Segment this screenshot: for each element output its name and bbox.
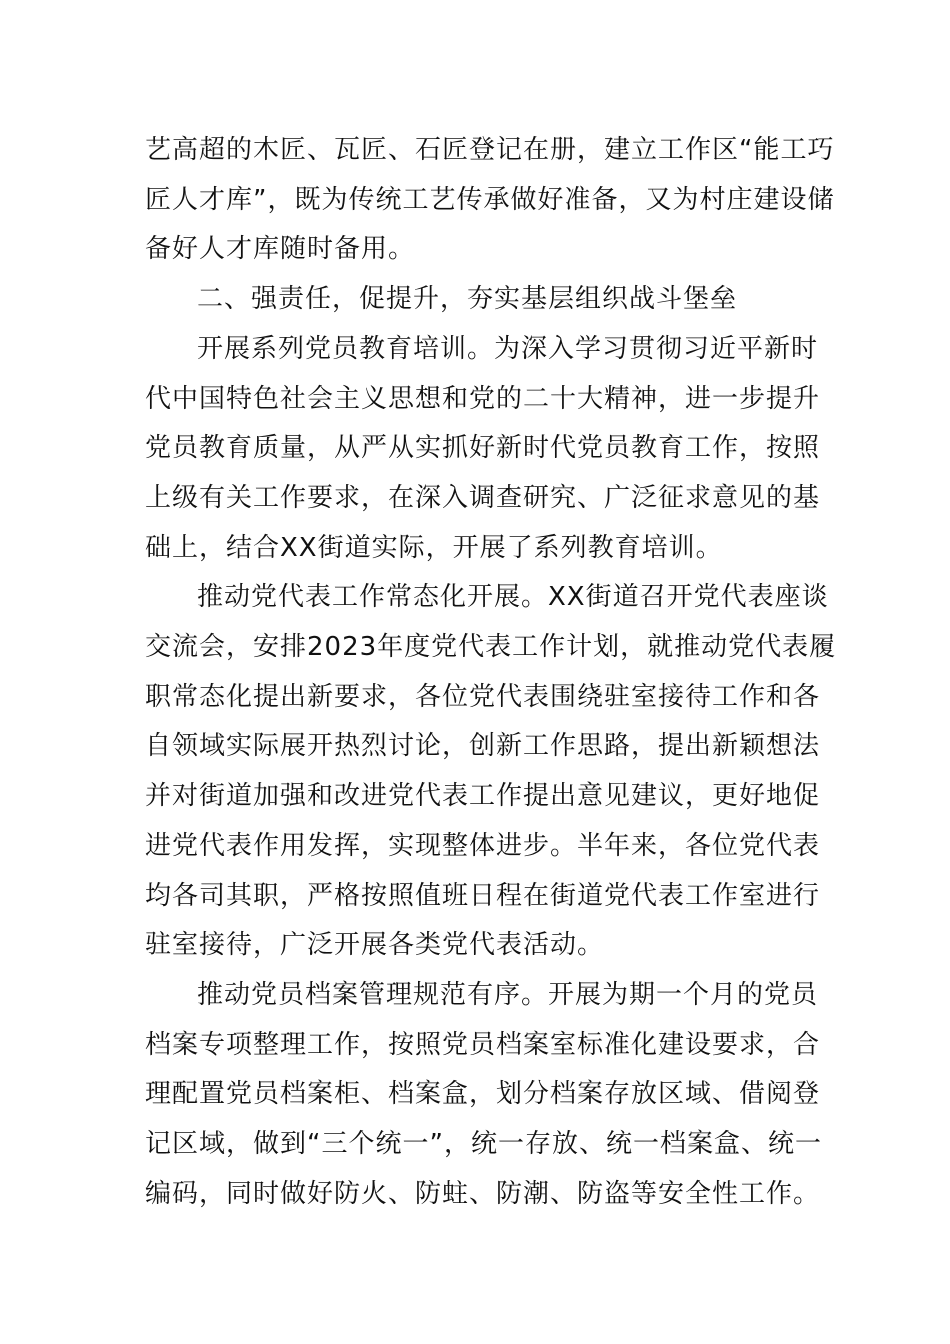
text-line: 自领域实际展开热烈讨论，创新工作思路，提出新颖想法 bbox=[145, 731, 821, 762]
paragraph-party-education bbox=[145, 325, 821, 574]
text-line: 艺高超的木匠、瓦匠、石匠登记在册，建立工作区“能工巧 bbox=[145, 135, 835, 165]
section-heading-text: 二、强责任，促提升，夯实基层组织战斗堡垒 bbox=[197, 284, 738, 315]
text-line: 驻室接待，广泛开展各类党代表活动。 bbox=[145, 930, 605, 961]
text-line: 代中国特色社会主义思想和党的二十大精神，进一步提升 bbox=[145, 383, 821, 414]
paragraph-member-archives bbox=[145, 971, 822, 1220]
text-line: 编码，同时做好防火、防蛀、防潮、防盗等安全性工作。 bbox=[145, 1178, 821, 1209]
text-line: 开展系列党员教育培训。为深入学习贯彻习近平新时 bbox=[197, 333, 819, 364]
text-line: 理配置党员档案柜、档案盒，划分档案存放区域、借阅登 bbox=[145, 1079, 821, 1110]
text-line: 记区域，做到“三个统一”，统一存放、统一档案盒、统一 bbox=[145, 1129, 822, 1160]
text-line: 上级有关工作要求，在深入调查研究、广泛征求意见的基 bbox=[145, 482, 821, 513]
text-line: 推动党代表工作常态化开展。XX街道召开党代表座谈 bbox=[197, 582, 829, 613]
text-line: 交流会，安排2023年度党代表工作计划，就推动党代表履 bbox=[145, 632, 837, 663]
text-line: 础上，结合XX街道实际，开展了系列教育培训。 bbox=[145, 532, 723, 563]
text-line: 职常态化提出新要求，各位党代表围绕驻室接待工作和各 bbox=[145, 681, 821, 712]
section-heading-2 bbox=[145, 275, 815, 325]
text-line: 备好人才库随时备用。 bbox=[145, 234, 416, 265]
paragraph-talent-registry bbox=[145, 126, 835, 275]
text-line: 推动党员档案管理规范有序。开展为期一个月的党员 bbox=[197, 979, 819, 1010]
text-line: 党员教育质量，从严从实抓好新时代党员教育工作，按照 bbox=[145, 433, 821, 464]
paragraph-party-representatives bbox=[145, 573, 837, 971]
text-line: 均各司其职，严格按照值班日程在街道党代表工作室进行 bbox=[145, 880, 821, 911]
text-line: 匠人才库”，既为传统工艺传承做好准备，又为村庄建设储 bbox=[145, 184, 835, 215]
text-line: 进党代表作用发挥，实现整体进步。半年来，各位党代表 bbox=[145, 830, 821, 861]
text-line: 档案专项整理工作，按照党员档案室标准化建设要求，合 bbox=[145, 1029, 821, 1060]
text-line: 并对街道加强和改进党代表工作提出意见建议，更好地促 bbox=[145, 781, 821, 812]
document-body bbox=[145, 126, 837, 1219]
